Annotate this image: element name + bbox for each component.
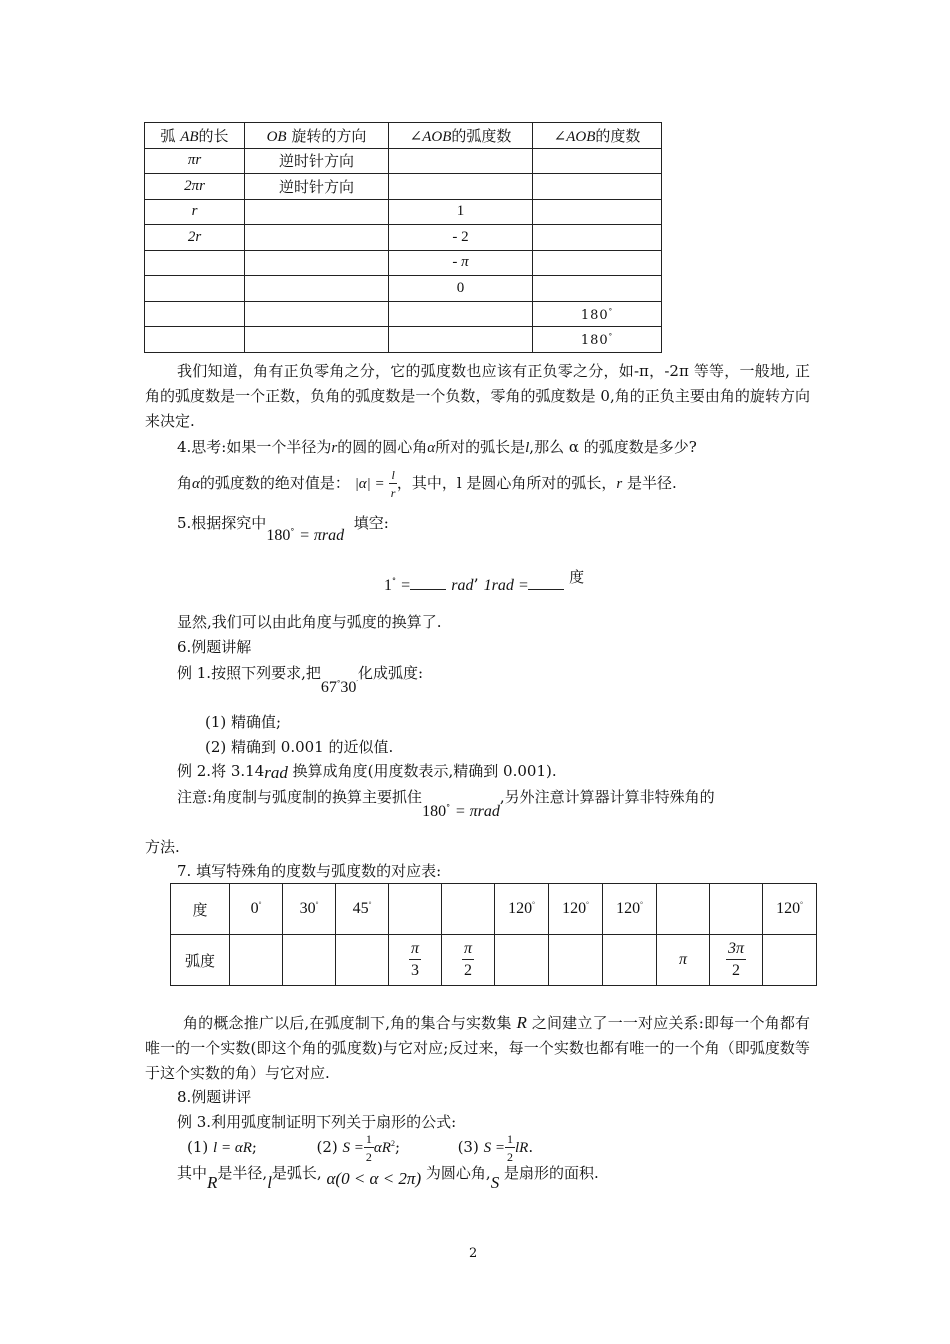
degree-row (171, 884, 817, 935)
question-4 (177, 436, 697, 457)
math: R (207, 1173, 218, 1192)
table-cell (442, 935, 495, 986)
table-cell (230, 935, 283, 986)
table-cell (389, 301, 533, 327)
text: ，其中，l 是圆心角所对的弧长， (396, 474, 617, 492)
header-math: AB (180, 128, 199, 145)
table-cell: 2r (145, 225, 245, 251)
text: 注意:角度制与弧度制的换算主要抓住 (177, 788, 423, 806)
table-cell (389, 884, 442, 935)
math: α (427, 440, 436, 456)
header-degrees (533, 123, 662, 149)
page-number: 2 (469, 1246, 478, 1261)
table-cell (283, 935, 336, 986)
text: 为圆心角, (425, 1164, 491, 1182)
math: l (267, 1173, 272, 1192)
table-cell: r (145, 199, 245, 225)
math: r (331, 440, 338, 456)
denominator: 2 (365, 1150, 372, 1164)
fraction (505, 1133, 515, 1163)
numerator: 3π (726, 941, 746, 960)
table-cell (245, 276, 389, 302)
table-cell (145, 250, 245, 276)
text: 4.思考:如果一个半径为 (177, 438, 332, 456)
fraction (364, 1133, 374, 1163)
text: 的弧度数的绝对值是： (199, 474, 350, 492)
text: 角的概念推广以后,在弧度制下,角的集合与实数集 (183, 1014, 512, 1032)
math: = (401, 577, 411, 594)
table-cell (533, 250, 662, 276)
table-cell: 120° (763, 884, 817, 935)
table-cell (495, 935, 549, 986)
table-cell (389, 935, 442, 986)
math: l = αR (213, 1140, 252, 1156)
numerator: 1 (365, 1132, 372, 1146)
text: 是弧长, (271, 1164, 322, 1182)
denominator: 2 (463, 962, 472, 979)
fraction (726, 941, 746, 979)
math: |α| = (354, 476, 385, 492)
table-row (145, 225, 662, 251)
table-cell (710, 935, 763, 986)
abs-value-line (177, 464, 677, 503)
note-line: 注意:角度制与弧度制的换算主要抓住180° = πrad,另外注意计算器计算非特殊角的 (177, 788, 715, 820)
text: 填空: (353, 514, 389, 532)
denominator: 3 (410, 962, 419, 979)
denominator: 2 (731, 962, 740, 979)
fill-blanks: 1° = rad’ 1rad = 度 (384, 568, 585, 594)
text: 是扇形的面积. (503, 1164, 599, 1182)
table-cell: 120° (495, 884, 549, 935)
math: = (518, 577, 528, 594)
degree-value: 120 (562, 900, 587, 917)
row-header: 弧度 (171, 935, 230, 986)
header-text: 弧 (160, 126, 176, 145)
degree-value: 120 (508, 900, 533, 917)
table-cell (245, 327, 389, 353)
math: R (516, 1013, 527, 1032)
degree-value: 180 (580, 333, 609, 349)
text: . (528, 1138, 534, 1156)
table-cell: 1 (389, 199, 533, 225)
fraction (389, 469, 396, 499)
degree-value: 30 (299, 900, 316, 917)
table-cell: 120° (549, 884, 603, 935)
math: 1rad (483, 577, 514, 594)
header-math: OB (266, 128, 287, 145)
text: 其中 (177, 1164, 208, 1182)
table-row (145, 250, 662, 276)
concept-paragraph (145, 1010, 810, 1086)
example-1-item: (1) 精确值; (205, 713, 282, 731)
table-cell: 逆时针方向 (245, 174, 389, 200)
text: 是半径, (217, 1164, 268, 1182)
table-cell (145, 276, 245, 302)
table-header-row (145, 123, 662, 149)
text: ; (394, 1138, 400, 1156)
text: 5.根据探究中 (177, 514, 267, 532)
table-cell (603, 935, 657, 986)
table-cell: - π (389, 250, 533, 276)
table-cell: 2πr (145, 174, 245, 200)
table-cell (533, 199, 662, 225)
table-cell: 逆时针方向 (245, 148, 389, 174)
degree-value: 0 (250, 900, 259, 917)
math: rad (451, 577, 474, 594)
text: ; (251, 1138, 257, 1156)
section-6-heading: 6.例题讲解 (177, 638, 252, 656)
table-cell (442, 884, 495, 935)
example-1-item: (2) 精确到 0.001 的近似值. (205, 738, 394, 756)
table-cell (145, 327, 245, 353)
table-cell (245, 225, 389, 251)
math: S = (342, 1140, 364, 1156)
text: 换算成角度(用度数表示,精确到 0.001). (292, 762, 557, 780)
sign-paragraph: 我们知道，角有正负零角之分，它的弧度数也应该有正负零之分，如-π，-2π 等等，一般地, 正角的弧度数是一个正数，负角的弧度数是一个负数，零角的弧度数是 0,角的正负主要由角的旋转方向来决定. (145, 362, 810, 430)
row-header: 度 (171, 884, 230, 935)
section-7-heading: 7. 填写特殊角的度数与弧度数的对应表: (177, 862, 442, 880)
text: 的圆的圆心角 (337, 438, 428, 456)
table-cell (533, 174, 662, 200)
math: S = (483, 1140, 505, 1156)
example-1: 例 1.按照下列要求,把67°30′化成弧度: (177, 664, 424, 696)
math: 180 (266, 527, 291, 544)
note-tail: 方法. (145, 838, 180, 856)
table-cell (549, 935, 603, 986)
degree-value: 120 (776, 900, 801, 917)
degree-value: 45 (352, 900, 369, 917)
fraction (462, 941, 474, 979)
degree-value: 180 (580, 307, 609, 323)
table-cell (389, 148, 533, 174)
table-cell (533, 276, 662, 302)
table-cell: 30° (283, 884, 336, 935)
section-8-heading: 8.例题讲评 (177, 1088, 252, 1106)
math: l (525, 440, 530, 456)
header-text: 的度数 (595, 126, 641, 145)
table-cell (657, 884, 710, 935)
math: α(0 < α < 2π) (326, 1169, 422, 1188)
math: 1 (384, 577, 392, 594)
math: lR (514, 1140, 529, 1156)
table-row (145, 174, 662, 200)
table-cell: 0 (389, 276, 533, 302)
text: ,另外注意计算器计算非特殊角的 (499, 788, 715, 806)
math: 67 (320, 679, 337, 696)
table-row (145, 276, 662, 302)
table-cell (245, 301, 389, 327)
math: rad (264, 763, 288, 782)
table-cell (245, 250, 389, 276)
numerator: l (391, 468, 395, 482)
header-arc-length (145, 123, 245, 149)
special-angle-table (170, 883, 817, 986)
table-cell: 45° (336, 884, 389, 935)
definitions-line (177, 1162, 599, 1192)
arc-angle-table (144, 122, 662, 353)
math: αR (373, 1140, 391, 1156)
table-cell (245, 199, 389, 225)
table-cell (145, 301, 245, 327)
fraction (409, 941, 421, 979)
table-cell: 120° (603, 884, 657, 935)
table-cell (710, 884, 763, 935)
header-radians (389, 123, 533, 149)
label: (3) (457, 1138, 479, 1156)
table-cell: 0° (230, 884, 283, 935)
denominator: r (390, 486, 396, 500)
table-cell: π (657, 935, 710, 986)
table-cell (763, 935, 817, 986)
text: 之间建立了一一对应关系:即每一个角都有唯一的一个实数(即这个角的弧度数)与它对应;反过来，每一个实数也都有唯一的一个角（即弧度数等于这个实数的角）与它对应. (145, 1014, 810, 1082)
table-cell (533, 148, 662, 174)
table-cell: - 2 (389, 225, 533, 251)
numerator: 1 (506, 1132, 513, 1146)
text: ’ (473, 575, 479, 594)
math: = πrad (454, 803, 500, 820)
math: 2 (390, 1139, 395, 1148)
text: 例 2.将 3.14 (177, 762, 265, 780)
header-math: ∠AOB (553, 128, 596, 145)
math: = πrad (299, 527, 345, 544)
example-3: 例 3.利用弧度制证明下列关于扇形的公式: (177, 1113, 457, 1131)
degree-value: 120 (616, 900, 641, 917)
label: (1) (187, 1138, 209, 1156)
math: 30 (340, 679, 357, 696)
text: 例 1.按照下列要求,把 (177, 664, 321, 682)
table-row (145, 148, 662, 174)
math: 180 (422, 803, 447, 820)
blank[interactable] (528, 577, 564, 590)
example-2 (177, 760, 557, 781)
table-cell: 180° (533, 301, 662, 327)
math: α (192, 476, 200, 492)
header-text: 的长 (198, 126, 229, 145)
numerator: π (462, 941, 474, 960)
header-text: 的弧度数 (451, 126, 512, 145)
numerator: π (409, 941, 421, 960)
denominator: 2 (506, 1150, 513, 1164)
table-cell: πr (145, 148, 245, 174)
question-5: 5.根据探究中180° = πrad 填空: (177, 514, 389, 544)
math: r (616, 476, 623, 492)
text: 度 (569, 568, 585, 586)
text: ,那么 α 的弧度数是多少? (529, 438, 697, 456)
table-cell (389, 327, 533, 353)
text: 所对的弧长是 (435, 438, 526, 456)
table-cell (389, 174, 533, 200)
text: 是半径. (627, 474, 677, 492)
header-text: 旋转的方向 (291, 126, 367, 145)
label: (2) (316, 1138, 338, 1156)
text: 化成弧度: (357, 664, 424, 682)
blank[interactable] (410, 577, 446, 590)
table-row (145, 327, 662, 353)
header-math: ∠AOB (409, 128, 452, 145)
table-row (145, 199, 662, 225)
table-cell (533, 225, 662, 251)
table-cell (336, 935, 389, 986)
table-cell: 180° (533, 327, 662, 353)
radian-row (171, 935, 817, 986)
math: S (490, 1173, 500, 1192)
obvious-line: 显然,我们可以由此角度与弧度的换算了. (177, 613, 442, 631)
table-row (145, 301, 662, 327)
header-direction (245, 123, 389, 149)
text: 角 (177, 474, 193, 492)
